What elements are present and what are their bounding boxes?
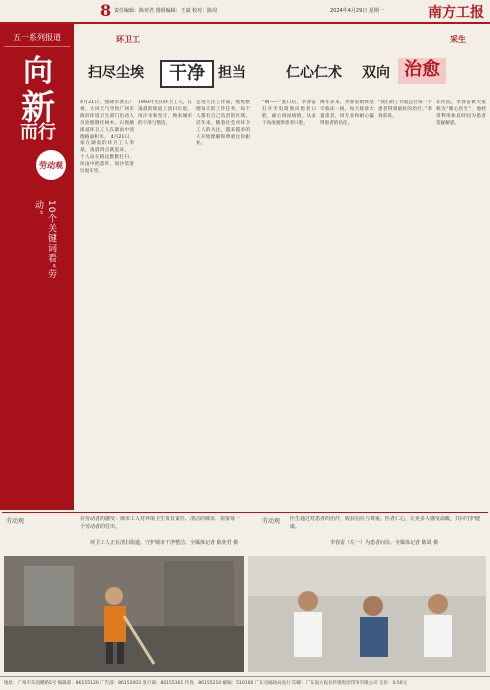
masthead-bar <box>0 0 490 24</box>
doctor-consultation-image <box>248 556 486 672</box>
sidebar-title-1: 向 <box>23 54 53 89</box>
quote-label-left: 劳动观 <box>6 518 25 525</box>
right-photo-caption: 李春雷（左一）为患者问诊。全媒体记者 陈周 摄 <box>330 540 439 546</box>
right-para-3: “我们的工作就是让每一个患者得到最好的治疗。”李春雷说。 <box>378 100 432 119</box>
right-col-4 <box>436 100 486 508</box>
left-col-3 <box>196 100 250 508</box>
right-para-4: 在医院，李春雷被大家称为“暖心医生”，他经常利用休息时间为患者答疑解惑。 <box>436 100 486 126</box>
newspaper-logo: 南方工报 <box>428 5 484 21</box>
footer-info: 地址：广州市东园横路5号 编辑部：86155120 广告部：86155003 发行部：86155301 传真：86155210 邮编：510100 广东省邮政局发行 印刷：广东南方报业传媒集团印务有限公司 定价：0.50元 <box>0 676 490 690</box>
quote-divider <box>2 512 488 513</box>
right-story-tag: 采生 <box>450 35 466 44</box>
right-headline-mid: 双向 <box>362 65 390 81</box>
left-col-2 <box>138 100 192 508</box>
quote-label-right: 劳动观 <box>262 518 281 525</box>
left-photo-caption: 环卫工人正在清扫街道，守护城市干净整洁。全媒体记者 陈奕君 摄 <box>90 540 239 546</box>
right-headline-pre: 仁心仁术 <box>286 65 342 81</box>
left-para-2: 4月21日，家在湖南的环卫工人李某，凌晨四点就起床，一个人站在路边默默打扫，风雨中把落叶、泥沙装进垃圾车里。 <box>80 134 134 175</box>
sidebar-vertical-subtitle: 10个关键词看“劳动” <box>33 200 56 280</box>
left-story-tag: 环卫工 <box>116 35 140 44</box>
left-headline-key: 干净 <box>160 60 214 88</box>
left-story-photo <box>4 556 244 672</box>
series-label: 五一系列报道 <box>4 30 70 47</box>
left-col-1 <box>80 100 134 508</box>
left-para-4: 走进人民工作间，收集整理每天的工作任务，每个人都有自己负责的区域。 <box>196 100 250 119</box>
page-number: 8 <box>100 1 112 20</box>
quote-text-left: 在劳动者的感受：城市工人对环境卫生负有责任。清洁的城市，需要每一个劳动者的付出。 <box>80 516 240 530</box>
sidebar-title-2: 新 <box>21 88 55 128</box>
right-para-2: 两年多来，李春雷始终坚守临床一线，每天接诊大量患者，用专业和耐心赢得患者的信任。 <box>320 100 374 126</box>
right-col-2 <box>320 100 374 508</box>
left-headline-post: 担当 <box>218 65 246 81</box>
right-col-1 <box>262 100 316 508</box>
left-para-1: 4月21日，强降水袭击广州，大风天气导致广州市政府环境卫生部门出动人员处理倒伏树木，石围塘街道环卫工人在暴雨中清理路面积水。 <box>80 100 134 140</box>
right-col-3 <box>378 100 432 508</box>
street-sweeper-image <box>4 556 244 672</box>
left-para-3: 1993年生的环卫工人，在凌晨的街道上清扫垃圾，用汗水和坚守，换来城市的干净与整洁。 <box>138 100 192 126</box>
labor-badge: 劳动观 <box>36 150 66 180</box>
issue-date: 2024年4月29日 星期一 <box>330 8 384 14</box>
sidebar-title-3: 而行 <box>20 122 56 143</box>
editor-credits: 责任编辑：陈奕君 图组编辑：王斌 校对：陈周 <box>114 8 218 14</box>
left-headline-pre: 扫尽尘埃 <box>88 65 144 81</box>
quote-text-right: 医生通过对患者的治疗，收获信任与尊重。医者仁心，让更多人感受温暖，共同守护健康。 <box>290 516 481 530</box>
left-para-5: 近年来，随着社会对环卫工人的关注，越来越多的人开始理解和尊重这份职业。 <box>196 120 250 147</box>
right-para-1: “啊——”张口后，李春雷打开手电筒照向患者口腔，耐心询问病情，从多个角度观察患者口腔。 <box>262 100 316 126</box>
right-headline-key: 治愈 <box>398 58 446 84</box>
right-story-photo <box>248 556 486 672</box>
